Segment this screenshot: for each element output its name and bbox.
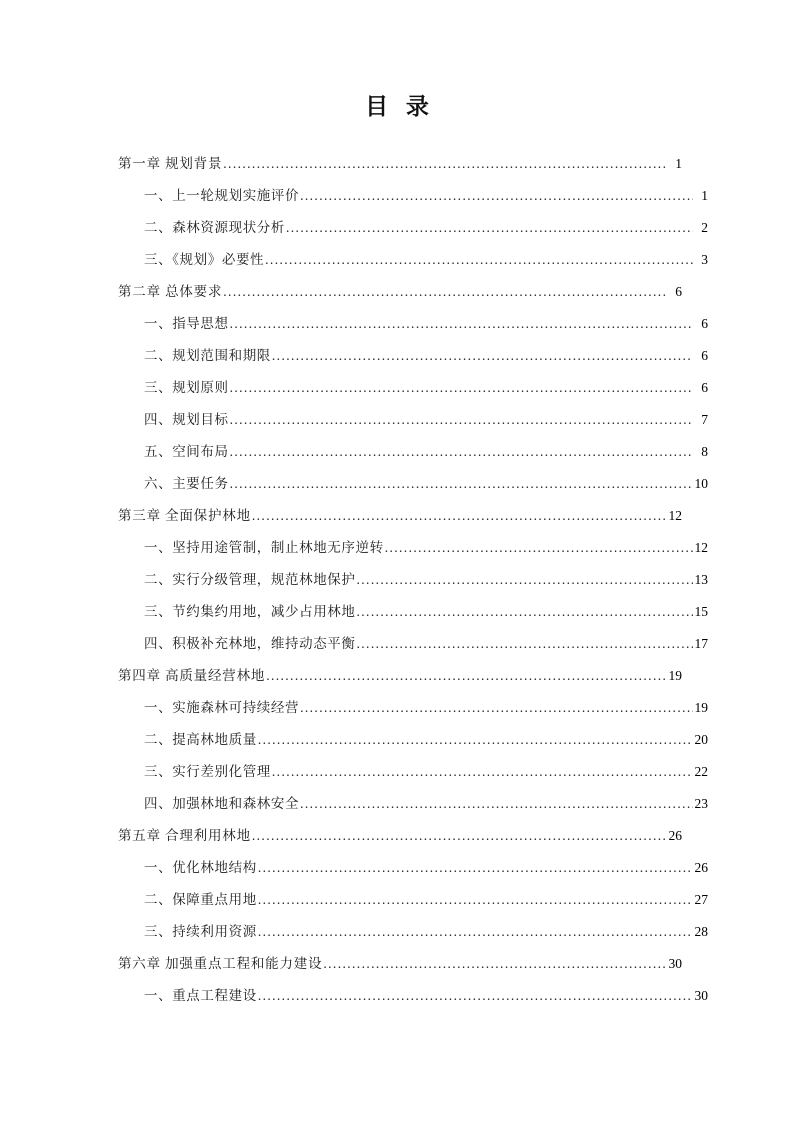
toc-section-entry[interactable] — [118, 724, 708, 756]
toc-entry-label: 一、上一轮规划实施评价 — [144, 188, 300, 203]
toc-leader-dots — [265, 244, 693, 276]
toc-chapter-entry[interactable] — [118, 148, 682, 180]
toc-entry-label: 第一章 规划背景 — [118, 156, 223, 171]
toc-leader-dots — [230, 372, 693, 404]
toc-chapter-entry[interactable] — [118, 660, 682, 692]
toc-entry-page-number: 3 — [701, 252, 708, 267]
toc-entry-label: 六、主要任务 — [144, 476, 229, 491]
toc-chapter-entry[interactable] — [118, 948, 682, 980]
toc-section-entry[interactable] — [118, 916, 708, 948]
table-of-contents — [118, 148, 708, 1012]
toc-leader-dots — [230, 468, 693, 500]
toc-section-entry[interactable] — [118, 308, 708, 340]
toc-entry-page-number: 30 — [668, 956, 682, 971]
toc-entry-page-number: 20 — [694, 732, 708, 747]
toc-section-entry[interactable] — [118, 596, 708, 628]
toc-section-entry[interactable] — [118, 980, 708, 1012]
toc-entry-label: 一、指导思想 — [144, 316, 229, 331]
toc-entry-page-number: 6 — [701, 316, 708, 331]
toc-section-entry[interactable] — [118, 852, 708, 884]
toc-entry-label: 三、实行差别化管理 — [144, 764, 271, 779]
toc-entry-page-number: 26 — [668, 828, 682, 843]
toc-leader-dots — [230, 404, 693, 436]
toc-leader-dots — [223, 148, 667, 180]
toc-entry-label: 二、森林资源现状分析 — [144, 220, 285, 235]
toc-entry-label: 五、空间布局 — [144, 444, 229, 459]
toc-entry-label: 第四章 高质量经营林地 — [118, 668, 266, 683]
toc-entry-label: 一、优化林地结构 — [144, 860, 257, 875]
toc-entry-label: 一、坚持用途管制，制止林地无序逆转 — [144, 540, 384, 555]
toc-leader-dots — [323, 948, 667, 980]
toc-entry-page-number: 6 — [675, 284, 682, 299]
toc-entry-label: 第五章 合理利用林地 — [118, 828, 251, 843]
toc-entry-page-number: 28 — [694, 924, 708, 939]
toc-chapter-entry[interactable] — [118, 820, 682, 852]
toc-leader-dots — [230, 308, 693, 340]
toc-entry-page-number: 8 — [701, 444, 708, 459]
toc-entry-page-number: 1 — [701, 188, 708, 203]
toc-entry-page-number: 13 — [694, 572, 708, 587]
toc-leader-dots — [258, 852, 693, 884]
toc-entry-label: 三、持续利用资源 — [144, 924, 257, 939]
toc-entry-label: 四、积极补充林地，维持动态平衡 — [144, 636, 356, 651]
toc-leader-dots — [357, 596, 694, 628]
toc-entry-page-number: 30 — [694, 988, 708, 1003]
toc-leader-dots — [286, 212, 693, 244]
toc-entry-label: 二、实行分级管理，规范林地保护 — [144, 572, 356, 587]
toc-entry-label: 一、重点工程建设 — [144, 988, 257, 1003]
toc-entry-page-number: 26 — [694, 860, 708, 875]
toc-entry-page-number: 7 — [701, 412, 708, 427]
toc-section-entry[interactable] — [118, 692, 708, 724]
toc-leader-dots — [223, 276, 667, 308]
toc-entry-label: 三、《规划》必要性 — [144, 252, 265, 267]
toc-entry-label: 二、规划范围和期限 — [144, 348, 271, 363]
page-title: 目 录 — [365, 94, 435, 119]
toc-entry-page-number: 10 — [694, 476, 708, 491]
toc-section-entry[interactable] — [118, 404, 708, 436]
toc-entry-page-number: 22 — [694, 764, 708, 779]
toc-leader-dots — [272, 340, 693, 372]
toc-leader-dots — [300, 180, 693, 212]
toc-entry-label: 一、实施森林可持续经营 — [144, 700, 300, 715]
toc-leader-dots — [252, 500, 667, 532]
toc-entry-label: 二、提高林地质量 — [144, 732, 257, 747]
toc-section-entry[interactable] — [118, 340, 708, 372]
toc-entry-page-number: 12 — [668, 508, 682, 523]
toc-leader-dots — [258, 980, 693, 1012]
toc-leader-dots — [385, 532, 693, 564]
toc-entry-page-number: 19 — [694, 700, 708, 715]
toc-leader-dots — [258, 916, 693, 948]
toc-leader-dots — [300, 692, 693, 724]
toc-entry-page-number: 12 — [694, 540, 708, 555]
toc-leader-dots — [258, 884, 693, 916]
toc-leader-dots — [266, 660, 667, 692]
toc-entry-label: 三、节约集约用地，减少占用林地 — [144, 604, 356, 619]
toc-chapter-entry[interactable] — [118, 276, 682, 308]
toc-section-entry[interactable] — [118, 468, 708, 500]
toc-leader-dots — [252, 820, 667, 852]
toc-leader-dots — [230, 436, 693, 468]
toc-entry-page-number: 23 — [694, 796, 708, 811]
toc-section-entry[interactable] — [118, 628, 708, 660]
toc-leader-dots — [258, 724, 693, 756]
toc-section-entry[interactable] — [118, 212, 708, 244]
toc-entry-page-number: 1 — [675, 156, 682, 171]
toc-leader-dots — [357, 628, 694, 660]
toc-entry-label: 二、保障重点用地 — [144, 892, 257, 907]
toc-section-entry[interactable] — [118, 532, 708, 564]
toc-leader-dots — [357, 564, 694, 596]
toc-entry-label: 第三章 全面保护林地 — [118, 508, 251, 523]
toc-section-entry[interactable] — [118, 180, 708, 212]
toc-leader-dots — [272, 756, 693, 788]
toc-section-entry[interactable] — [118, 884, 708, 916]
toc-entry-label: 四、加强林地和森林安全 — [144, 796, 300, 811]
toc-entry-page-number: 15 — [694, 604, 708, 619]
toc-section-entry[interactable] — [118, 756, 708, 788]
toc-entry-label: 第六章 加强重点工程和能力建设 — [118, 956, 323, 971]
toc-entry-page-number: 19 — [668, 668, 682, 683]
toc-section-entry[interactable] — [118, 244, 708, 276]
toc-entry-label: 第二章 总体要求 — [118, 284, 223, 299]
toc-chapter-entry[interactable] — [118, 500, 682, 532]
toc-entry-label: 三、规划原则 — [144, 380, 229, 395]
toc-section-entry[interactable] — [118, 372, 708, 404]
toc-entry-page-number: 2 — [701, 220, 708, 235]
toc-entry-page-number: 6 — [701, 380, 708, 395]
toc-section-entry[interactable] — [118, 788, 708, 820]
toc-entry-page-number: 17 — [694, 636, 708, 651]
toc-section-entry[interactable] — [118, 436, 708, 468]
toc-entry-page-number: 6 — [701, 348, 708, 363]
toc-entry-label: 四、规划目标 — [144, 412, 229, 427]
toc-entry-page-number: 27 — [694, 892, 708, 907]
toc-leader-dots — [300, 788, 693, 820]
toc-section-entry[interactable] — [118, 564, 708, 596]
